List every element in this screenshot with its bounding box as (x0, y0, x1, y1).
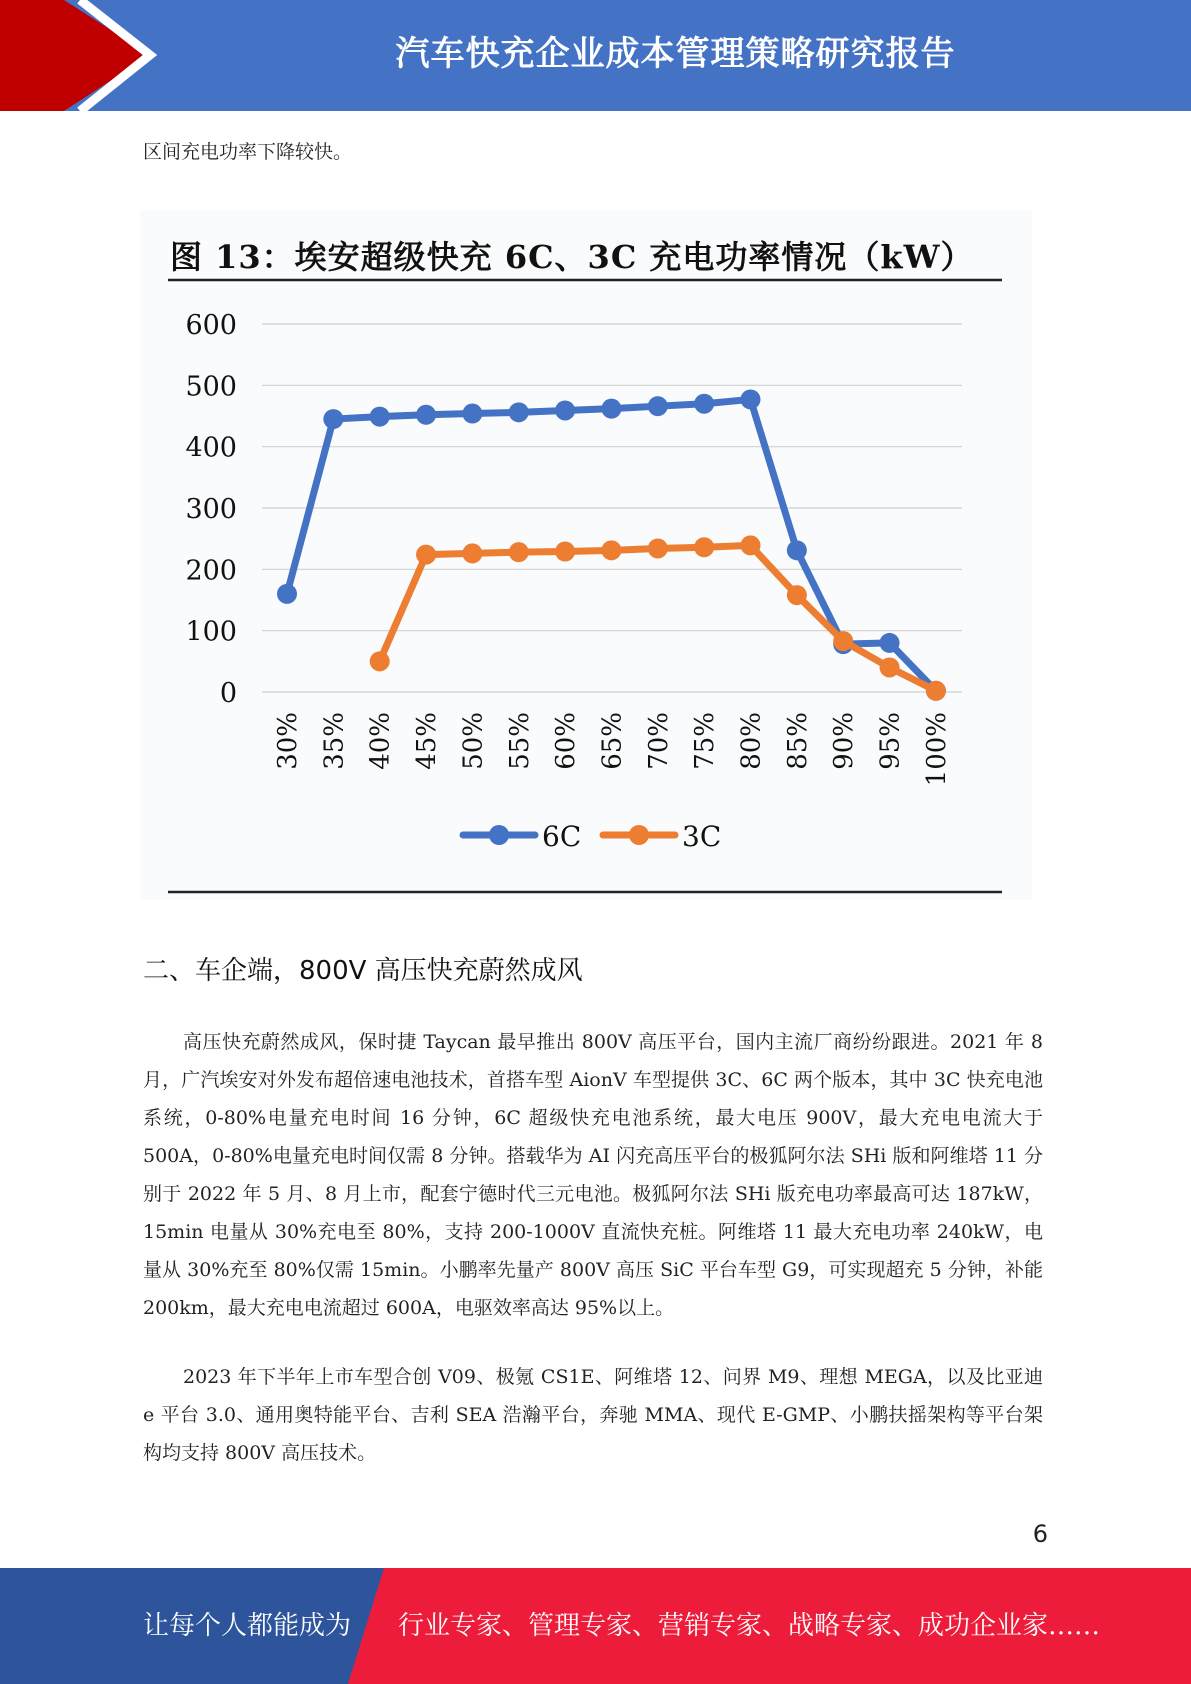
x-tick-label: 75% (690, 712, 721, 770)
y-tick-label: 400 (185, 432, 237, 464)
header-title: 汽车快充企业成本管理策略研究报告 (395, 34, 956, 74)
y-tick-label: 200 (185, 555, 237, 587)
line-chart (140, 210, 1032, 900)
y-tick-label: 100 (185, 616, 237, 648)
data-point-3C (462, 543, 482, 563)
legend-label-6C: 6C (542, 820, 582, 853)
data-point-6C (323, 409, 343, 429)
data-point-3C (741, 535, 761, 555)
x-tick-label: 100% (921, 712, 952, 787)
section-heading: 二、车企端，800V 高压快充蔚然成风 (143, 956, 583, 986)
footer-slogan: 让每个人都能成为 (143, 1611, 352, 1641)
x-tick-label: 45% (412, 712, 443, 770)
footer-roles: 行业专家、管理专家、营销专家、战略专家、成功企业家…… (398, 1611, 1101, 1641)
lead-text: 区间充电功率下降较快。 (143, 141, 353, 163)
y-tick-label: 500 (185, 371, 237, 403)
data-point-6C (648, 396, 668, 416)
data-point-3C (833, 631, 853, 651)
x-tick-label: 80% (736, 712, 767, 770)
x-tick-label: 65% (597, 712, 628, 770)
data-point-3C (926, 681, 946, 701)
data-point-6C (277, 584, 297, 604)
page-header (0, 0, 1191, 111)
series-line-3C (380, 545, 936, 690)
x-tick-label: 30% (273, 712, 303, 770)
legend-label-3C: 3C (682, 820, 722, 853)
data-point-6C (741, 389, 761, 409)
x-tick-label: 40% (365, 712, 396, 770)
data-point-6C (880, 633, 900, 653)
y-tick-label: 300 (185, 494, 237, 525)
data-point-6C (462, 404, 482, 424)
data-point-6C (555, 400, 575, 420)
x-tick-label: 50% (458, 712, 489, 770)
page-footer (0, 1568, 1191, 1684)
page-number: 6 (1032, 1520, 1048, 1548)
data-point-3C (648, 538, 668, 558)
x-tick-label: 85% (782, 712, 813, 770)
x-tick-label: 35% (319, 712, 350, 770)
x-tick-label: 60% (551, 712, 582, 770)
x-tick-label: 70% (643, 712, 674, 770)
y-tick-label: 0 (219, 678, 237, 709)
legend-marker-6C (489, 825, 509, 845)
x-tick-label: 55% (504, 712, 535, 770)
x-tick-label: 95% (875, 712, 906, 770)
legend-marker-3C (629, 825, 649, 845)
y-tick-label: 600 (185, 310, 237, 341)
chart-figure (140, 210, 1032, 900)
data-point-6C (601, 399, 621, 419)
data-point-6C (509, 402, 529, 422)
body-paragraph-2: 2023 年下半年上市车型合创 V09、极氪 CS1E、阿维塔 12、问界 M9、理想 MEGA，以及比亚迪 e 平台 3.0、通用奥特能平台、吉利 SEA 浩瀚平台，奔驰 MMA、现代 E-GMP、小鹏扶摇架构等平台架构均支持 800V 高压技术。 (143, 1366, 1043, 1464)
body-paragraph-1: 高压快充蔚然成风，保时捷 Taycan 最早推出 800V 高压平台，国内主流厂商纷纷跟进。2021 年 8 月，广汽埃安对外发布超倍速电池技术，首搭车型 AionV 车型提供 3C、6C 两个版本，其中 3C 快充电池系统，0-80%电量充电时间 16 分钟，6C 超级快充电池系统，最大电压 900V，最大充电电流大于 500A，0-80%电量充电时间仅需 8 分钟。搭载华为 AI 闪充高压平台的极狐阿尔法 SHi 版和阿维塔 11 分别于 2022 年 5 月、8 月上市，配套宁德时代三元电池。极狐阿尔法 SHi 版充电功率最高可达 187kW，15min 电量从 30%充电至 80%，支持 200-1000V 直流快充桩。阿维塔 11 最大充电功率 240kW，电量从 30%充至 80%仅需 15min。小鹏率先量产 800V 高压 SiC 平台车型 G9，可实现超充 5 分钟，补能 200km，最大充电电流超过 600A，电驱效率高达 95%以上。 (143, 1031, 1043, 1319)
data-point-3C (880, 657, 900, 677)
x-tick-label: 90% (829, 712, 860, 770)
data-point-6C (787, 540, 807, 560)
data-point-6C (370, 407, 390, 427)
data-point-3C (555, 542, 575, 562)
data-point-6C (694, 394, 714, 414)
data-point-3C (694, 537, 714, 557)
data-point-6C (416, 405, 436, 425)
data-point-3C (416, 545, 436, 565)
data-point-3C (601, 540, 621, 560)
data-point-3C (787, 585, 807, 605)
chart-title: 图 13：埃安超级快充 6C、3C 充电功率情况（kW） (170, 238, 974, 276)
data-point-3C (370, 651, 390, 671)
data-point-3C (509, 542, 529, 562)
